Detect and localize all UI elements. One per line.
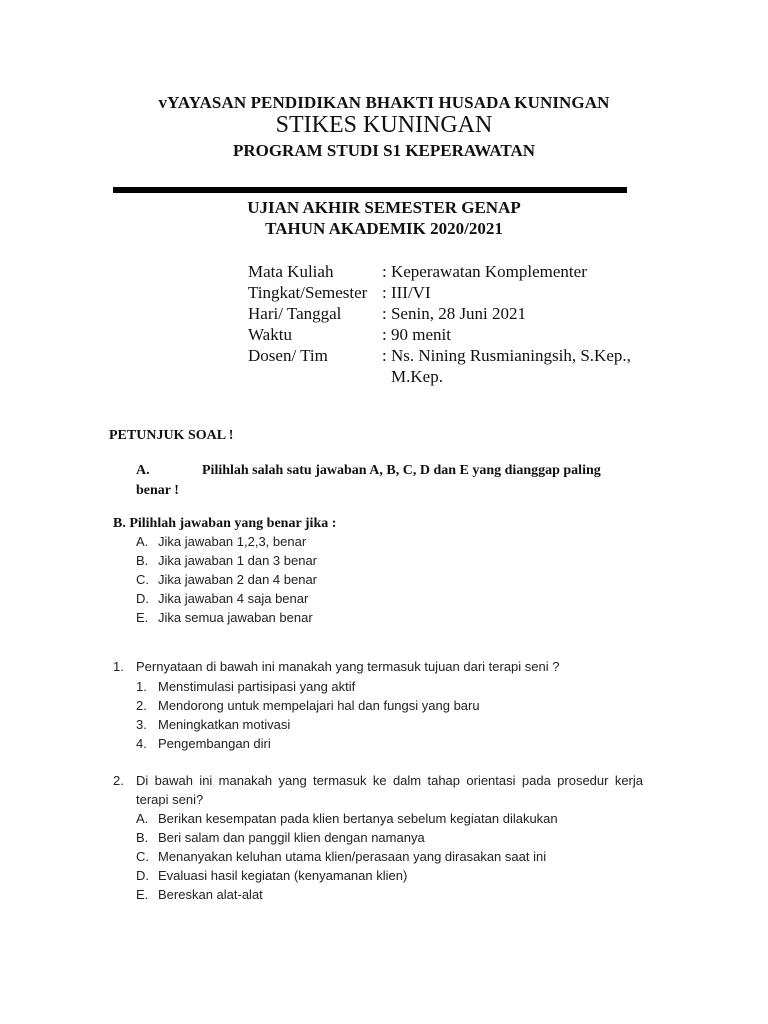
option-text: Jika jawaban 2 dan 4 benar xyxy=(158,572,318,587)
option-item xyxy=(136,608,317,627)
info-value: : Senin, 28 Juni 2021 xyxy=(382,304,527,323)
question-text: Pernyataan di bawah ini manakah yang termasuk tujuan dari terapi seni ? xyxy=(136,659,560,674)
instruction-a xyxy=(136,461,636,501)
option-marker: B. xyxy=(136,830,149,845)
option-text: Jika semua jawaban benar xyxy=(158,610,313,625)
option-marker: B. xyxy=(136,553,149,568)
option-item xyxy=(136,551,317,570)
option-item xyxy=(136,809,558,828)
option-item xyxy=(136,589,317,608)
question-text: Di bawah ini manakah yang termasuk ke dalm tahap orientasi pada prosedur kerja xyxy=(136,773,643,788)
option-marker: 4. xyxy=(136,736,147,751)
option-item xyxy=(136,885,558,904)
option-item xyxy=(136,677,480,696)
option-marker: E. xyxy=(136,610,149,625)
info-key: Hari/ Tanggal xyxy=(248,304,342,323)
exam-title: UJIAN AKHIR SEMESTER GENAP xyxy=(247,198,521,217)
option-item xyxy=(136,532,317,551)
option-text: Evaluasi hasil kegiatan (kenyamanan klien) xyxy=(158,868,408,883)
option-item xyxy=(136,734,480,753)
info-row xyxy=(248,345,642,366)
option-marker: E. xyxy=(136,887,149,902)
option-item xyxy=(136,866,558,885)
question-2 xyxy=(113,771,643,809)
option-item xyxy=(136,696,480,715)
instruction-a-text: Pilihlah salah satu jawaban A, B, C, D dan E yang dianggap paling xyxy=(202,463,601,478)
info-key: Mata Kuliah xyxy=(248,262,334,281)
instructions-heading: PETUNJUK SOAL ! xyxy=(109,428,234,443)
option-marker: A. xyxy=(136,534,149,549)
option-item xyxy=(136,715,480,734)
program-name: PROGRAM STUDI S1 KEPERAWATAN xyxy=(232,141,536,160)
option-marker: D. xyxy=(136,591,149,606)
info-row xyxy=(248,282,642,303)
option-text: Berikan kesempatan pada klien bertanya sebelum kegiatan dilakukan xyxy=(158,811,558,826)
option-text: Beri salam dan panggil klien dengan namanya xyxy=(158,830,425,845)
option-text: Jika jawaban 4 saja benar xyxy=(158,591,309,606)
question-number: 2. xyxy=(113,773,124,788)
academic-year: TAHUN AKADEMIK 2020/2021 xyxy=(265,219,503,238)
option-item xyxy=(136,828,558,847)
option-text: Mendorong untuk mempelajari hal dan fungsi yang baru xyxy=(158,698,480,713)
foundation-name: vYAYASAN PENDIDIKAN BHAKTI HUSADA KUNINGAN xyxy=(158,93,610,112)
exam-info-block xyxy=(248,261,642,387)
school-name: STIKES KUNINGAN xyxy=(275,112,493,138)
option-text: Menstimulasi partisipasi yang aktif xyxy=(158,679,356,694)
info-row xyxy=(248,324,642,345)
question-2-options xyxy=(136,809,558,904)
instruction-a-label: A. xyxy=(136,463,150,478)
question-text-continuation: terapi seni? xyxy=(136,792,204,807)
option-marker: A. xyxy=(136,811,149,826)
info-key: Tingkat/Semester xyxy=(248,283,368,302)
option-marker: 2. xyxy=(136,698,147,713)
question-1 xyxy=(113,657,643,676)
option-marker: C. xyxy=(136,849,149,864)
question-1-options xyxy=(136,677,480,753)
option-marker: 1. xyxy=(136,679,147,694)
option-marker: D. xyxy=(136,868,149,883)
option-text: Pengembangan diri xyxy=(158,736,271,751)
info-value: : Ns. Nining Rusmianingsih, S.Kep., xyxy=(382,346,631,365)
instruction-b: B. Pilihlah jawaban yang benar jika : xyxy=(113,516,337,531)
info-row xyxy=(248,261,642,282)
info-value-continuation: M.Kep. xyxy=(391,367,443,386)
info-key: Waktu xyxy=(248,325,292,344)
info-value: : Keperawatan Komplementer xyxy=(382,262,587,281)
option-text: Menanyakan keluhan utama klien/perasaan yang dirasakan saat ini xyxy=(158,849,547,864)
option-text: Meningkatkan motivasi xyxy=(158,717,291,732)
info-value: : III/VI xyxy=(382,283,431,302)
info-value: : 90 menit xyxy=(382,325,451,344)
instruction-a-continuation: benar ! xyxy=(136,483,179,498)
option-marker: C. xyxy=(136,572,149,587)
instruction-b-options xyxy=(136,532,317,627)
question-number: 1. xyxy=(113,659,124,674)
option-marker: 3. xyxy=(136,717,147,732)
option-text: Jika jawaban 1 dan 3 benar xyxy=(158,553,318,568)
option-item xyxy=(136,570,317,589)
option-text: Jika jawaban 1,2,3, benar xyxy=(158,534,307,549)
option-item xyxy=(136,847,558,866)
option-text: Bereskan alat-alat xyxy=(158,887,263,902)
header-divider xyxy=(113,187,627,193)
info-key: Dosen/ Tim xyxy=(248,346,328,365)
info-row xyxy=(248,303,642,324)
